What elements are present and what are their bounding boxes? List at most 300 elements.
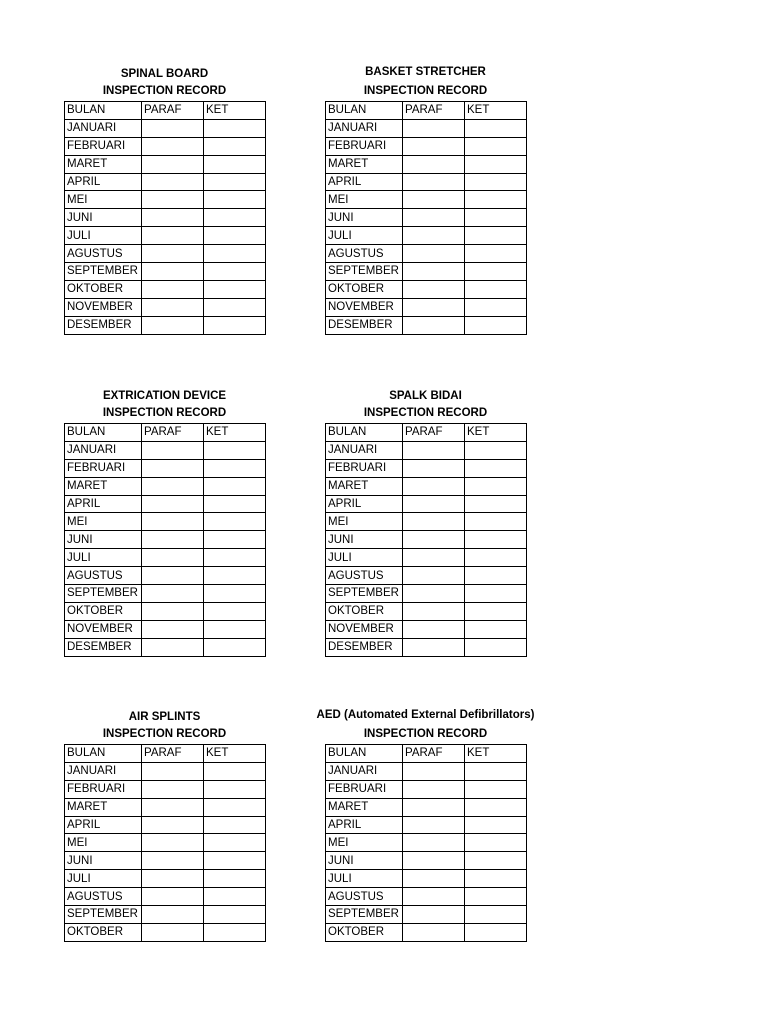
ket-cell [204, 316, 266, 334]
month-cell: NOVEMBER [326, 298, 403, 316]
table-row [326, 906, 527, 924]
table-header-row [65, 424, 266, 442]
month-cell: APRIL [65, 495, 142, 513]
month-cell: SEPTEMBER [326, 263, 403, 281]
paraf-cell [142, 834, 204, 852]
table-row [326, 513, 527, 531]
table-row [326, 495, 527, 513]
ket-cell [465, 155, 527, 173]
table-row [326, 191, 527, 209]
paraf-cell [142, 906, 204, 924]
ket-cell [204, 227, 266, 245]
paraf-cell [142, 298, 204, 316]
ket-cell [204, 602, 266, 620]
paraf-cell [142, 870, 204, 888]
month-cell: MARET [65, 477, 142, 495]
month-cell: APRIL [326, 495, 403, 513]
ket-cell [465, 441, 527, 459]
table-row [326, 798, 527, 816]
paraf-cell [142, 816, 204, 834]
paraf-cell [142, 798, 204, 816]
paraf-cell [142, 459, 204, 477]
paraf-cell [403, 798, 465, 816]
table-row [65, 245, 266, 263]
inspection-record-subtitle: INSPECTION RECORD [102, 728, 227, 740]
column-header-bulan: BULAN [326, 102, 403, 120]
paraf-cell [403, 263, 465, 281]
table-row [326, 316, 527, 334]
month-cell: AGUSTUS [65, 245, 142, 263]
inspection-record-subtitle: INSPECTION RECORD [363, 728, 488, 740]
inspection-table [64, 101, 266, 335]
ket-cell [465, 870, 527, 888]
column-header-bulan: BULAN [65, 745, 142, 763]
column-header-ket: KET [465, 424, 527, 442]
table-row [65, 585, 266, 603]
inspection-record-subtitle: INSPECTION RECORD [363, 85, 488, 97]
month-cell: MEI [326, 834, 403, 852]
ket-cell [465, 620, 527, 638]
table-row [326, 888, 527, 906]
month-cell: MEI [326, 513, 403, 531]
table-row [65, 119, 266, 137]
table-row [65, 513, 266, 531]
ket-cell [465, 227, 527, 245]
table-row [65, 620, 266, 638]
table-header-row [326, 424, 527, 442]
month-cell: JULI [326, 549, 403, 567]
ket-cell [465, 834, 527, 852]
month-cell: JUNI [326, 531, 403, 549]
paraf-cell [142, 316, 204, 334]
column-header-bulan: BULAN [326, 745, 403, 763]
paraf-cell [403, 209, 465, 227]
ket-cell [204, 923, 266, 941]
month-cell: MARET [65, 798, 142, 816]
paraf-cell [142, 602, 204, 620]
table-row [326, 298, 527, 316]
paraf-cell [142, 780, 204, 798]
month-cell: JULI [65, 549, 142, 567]
table-row [326, 263, 527, 281]
table-row [65, 888, 266, 906]
paraf-cell [403, 298, 465, 316]
table-row [326, 602, 527, 620]
column-header-ket: KET [465, 102, 527, 120]
paraf-cell [403, 245, 465, 263]
month-cell: FEBRUARI [65, 780, 142, 798]
ket-cell [465, 798, 527, 816]
paraf-cell [403, 119, 465, 137]
paraf-cell [403, 280, 465, 298]
equipment-title: AED (Automated External Defibrillators) [316, 709, 535, 721]
table-header-row [65, 102, 266, 120]
paraf-cell [403, 762, 465, 780]
table-row [65, 834, 266, 852]
table-header-row [65, 745, 266, 763]
ket-cell [465, 137, 527, 155]
month-cell: OKTOBER [65, 602, 142, 620]
column-header-paraf: PARAF [403, 424, 465, 442]
paraf-cell [142, 923, 204, 941]
table-row [326, 638, 527, 656]
table-row [326, 762, 527, 780]
paraf-cell [403, 852, 465, 870]
table-row [65, 906, 266, 924]
paraf-cell [142, 477, 204, 495]
month-cell: MEI [65, 834, 142, 852]
month-cell: JULI [326, 227, 403, 245]
table-row [65, 298, 266, 316]
month-cell: APRIL [65, 816, 142, 834]
table-row [326, 441, 527, 459]
month-cell: APRIL [326, 816, 403, 834]
column-header-paraf: PARAF [403, 745, 465, 763]
table-header-row [326, 102, 527, 120]
column-header-bulan: BULAN [65, 424, 142, 442]
month-cell: OKTOBER [65, 923, 142, 941]
ket-cell [465, 119, 527, 137]
paraf-cell [142, 227, 204, 245]
column-header-paraf: PARAF [142, 102, 204, 120]
table-row [65, 191, 266, 209]
month-cell: MEI [65, 191, 142, 209]
table-row [326, 137, 527, 155]
month-cell: OKTOBER [65, 280, 142, 298]
table-row [65, 477, 266, 495]
column-header-ket: KET [204, 424, 266, 442]
month-cell: AGUSTUS [326, 567, 403, 585]
month-cell: AGUSTUS [326, 245, 403, 263]
table-row [326, 280, 527, 298]
paraf-cell [403, 155, 465, 173]
column-header-bulan: BULAN [326, 424, 403, 442]
paraf-cell [403, 816, 465, 834]
ket-cell [465, 816, 527, 834]
month-cell: DESEMBER [65, 638, 142, 656]
table-row [326, 227, 527, 245]
table-row [65, 459, 266, 477]
ket-cell [465, 531, 527, 549]
column-header-ket: KET [204, 745, 266, 763]
ket-cell [204, 531, 266, 549]
inspection-table [325, 423, 527, 657]
ket-cell [204, 834, 266, 852]
paraf-cell [142, 245, 204, 263]
table-row [326, 477, 527, 495]
month-cell: NOVEMBER [326, 620, 403, 638]
table-row [65, 531, 266, 549]
month-cell: SEPTEMBER [326, 585, 403, 603]
table-row [65, 227, 266, 245]
ket-cell [465, 762, 527, 780]
paraf-cell [142, 155, 204, 173]
table-row [65, 567, 266, 585]
table-row [326, 834, 527, 852]
month-cell: JANUARI [326, 441, 403, 459]
table-row [65, 209, 266, 227]
month-cell: JUNI [65, 531, 142, 549]
ket-cell [465, 298, 527, 316]
month-cell: JUNI [326, 209, 403, 227]
month-cell: JULI [326, 870, 403, 888]
month-cell: OKTOBER [326, 280, 403, 298]
month-cell: JANUARI [326, 119, 403, 137]
month-cell: JULI [65, 227, 142, 245]
column-header-bulan: BULAN [65, 102, 142, 120]
paraf-cell [403, 923, 465, 941]
table-row [65, 798, 266, 816]
paraf-cell [142, 549, 204, 567]
ket-cell [465, 245, 527, 263]
ket-cell [465, 316, 527, 334]
month-cell: AGUSTUS [65, 888, 142, 906]
equipment-title: EXTRICATION DEVICE [102, 390, 227, 402]
table-row [65, 602, 266, 620]
table-row [326, 852, 527, 870]
ket-cell [465, 602, 527, 620]
paraf-cell [142, 209, 204, 227]
month-cell: JUNI [65, 852, 142, 870]
month-cell: MARET [326, 798, 403, 816]
month-cell: JANUARI [65, 441, 142, 459]
paraf-cell [403, 888, 465, 906]
equipment-title: SPALK BIDAI [389, 390, 462, 402]
ket-cell [204, 888, 266, 906]
ket-cell [465, 263, 527, 281]
ket-cell [204, 477, 266, 495]
paraf-cell [403, 191, 465, 209]
month-cell: OKTOBER [326, 602, 403, 620]
table-header-row [326, 745, 527, 763]
month-cell: SEPTEMBER [65, 585, 142, 603]
table-row [326, 923, 527, 941]
paraf-cell [403, 620, 465, 638]
paraf-cell [142, 585, 204, 603]
month-cell: DESEMBER [65, 316, 142, 334]
paraf-cell [403, 638, 465, 656]
month-cell: MEI [65, 513, 142, 531]
ket-cell [465, 173, 527, 191]
ket-cell [204, 119, 266, 137]
inspection-record-subtitle: INSPECTION RECORD [102, 407, 227, 419]
ket-cell [465, 495, 527, 513]
paraf-cell [403, 137, 465, 155]
month-cell: JANUARI [65, 119, 142, 137]
table-row [65, 923, 266, 941]
ket-cell [465, 549, 527, 567]
table-row [65, 870, 266, 888]
ket-cell [204, 209, 266, 227]
paraf-cell [403, 495, 465, 513]
column-header-paraf: PARAF [142, 745, 204, 763]
ket-cell [465, 513, 527, 531]
table-row [326, 155, 527, 173]
month-cell: DESEMBER [326, 316, 403, 334]
month-cell: FEBRUARI [326, 137, 403, 155]
month-cell: MARET [326, 155, 403, 173]
month-cell: SEPTEMBER [65, 906, 142, 924]
paraf-cell [403, 780, 465, 798]
month-cell: FEBRUARI [326, 459, 403, 477]
month-cell: NOVEMBER [65, 620, 142, 638]
ket-cell [204, 816, 266, 834]
table-row [65, 155, 266, 173]
ket-cell [204, 638, 266, 656]
month-cell: NOVEMBER [65, 298, 142, 316]
paraf-cell [142, 495, 204, 513]
ket-cell [204, 870, 266, 888]
equipment-title: AIR SPLINTS [128, 711, 201, 723]
ket-cell [204, 245, 266, 263]
table-row [65, 852, 266, 870]
ket-cell [204, 567, 266, 585]
table-row [326, 245, 527, 263]
paraf-cell [142, 119, 204, 137]
ket-cell [204, 513, 266, 531]
ket-cell [204, 298, 266, 316]
table-row [65, 137, 266, 155]
paraf-cell [403, 834, 465, 852]
month-cell: MARET [65, 155, 142, 173]
month-cell: MARET [326, 477, 403, 495]
ket-cell [465, 780, 527, 798]
ket-cell [204, 137, 266, 155]
ket-cell [204, 441, 266, 459]
table-row [326, 549, 527, 567]
table-row [65, 263, 266, 281]
ket-cell [465, 459, 527, 477]
table-row [326, 870, 527, 888]
inspection-record-subtitle: INSPECTION RECORD [102, 85, 227, 97]
paraf-cell [403, 441, 465, 459]
table-row [65, 316, 266, 334]
inspection-table [325, 101, 527, 335]
table-row [65, 762, 266, 780]
paraf-cell [403, 602, 465, 620]
ket-cell [465, 906, 527, 924]
month-cell: APRIL [65, 173, 142, 191]
month-cell: JUNI [326, 852, 403, 870]
ket-cell [204, 173, 266, 191]
table-row [65, 280, 266, 298]
month-cell: MEI [326, 191, 403, 209]
ket-cell [465, 191, 527, 209]
paraf-cell [403, 531, 465, 549]
paraf-cell [403, 549, 465, 567]
month-cell: AGUSTUS [326, 888, 403, 906]
column-header-ket: KET [465, 745, 527, 763]
inspection-table [64, 423, 266, 657]
ket-cell [204, 495, 266, 513]
paraf-cell [142, 191, 204, 209]
table-row [326, 780, 527, 798]
ket-cell [204, 263, 266, 281]
ket-cell [204, 549, 266, 567]
column-header-paraf: PARAF [403, 102, 465, 120]
table-row [326, 459, 527, 477]
month-cell: FEBRUARI [65, 459, 142, 477]
ket-cell [465, 280, 527, 298]
table-row [326, 620, 527, 638]
paraf-cell [142, 888, 204, 906]
month-cell: FEBRUARI [65, 137, 142, 155]
ket-cell [204, 906, 266, 924]
ket-cell [204, 852, 266, 870]
paraf-cell [403, 477, 465, 495]
paraf-cell [142, 638, 204, 656]
ket-cell [465, 585, 527, 603]
paraf-cell [403, 227, 465, 245]
ket-cell [204, 798, 266, 816]
paraf-cell [403, 316, 465, 334]
month-cell: FEBRUARI [326, 780, 403, 798]
ket-cell [465, 852, 527, 870]
ket-cell [204, 762, 266, 780]
month-cell: SEPTEMBER [65, 263, 142, 281]
table-row [326, 585, 527, 603]
paraf-cell [403, 459, 465, 477]
paraf-cell [142, 441, 204, 459]
month-cell: DESEMBER [326, 638, 403, 656]
ket-cell [465, 567, 527, 585]
column-header-ket: KET [204, 102, 266, 120]
paraf-cell [142, 263, 204, 281]
paraf-cell [142, 173, 204, 191]
paraf-cell [142, 620, 204, 638]
table-row [326, 531, 527, 549]
month-cell: APRIL [326, 173, 403, 191]
month-cell: JUNI [65, 209, 142, 227]
paraf-cell [403, 906, 465, 924]
ket-cell [204, 620, 266, 638]
inspection-table [64, 744, 266, 942]
ket-cell [465, 209, 527, 227]
table-row [65, 173, 266, 191]
table-row [65, 638, 266, 656]
ket-cell [204, 155, 266, 173]
paraf-cell [403, 585, 465, 603]
month-cell: OKTOBER [326, 923, 403, 941]
paraf-cell [142, 567, 204, 585]
ket-cell [204, 191, 266, 209]
ket-cell [204, 780, 266, 798]
paraf-cell [142, 513, 204, 531]
table-row [65, 780, 266, 798]
table-row [326, 119, 527, 137]
month-cell: AGUSTUS [65, 567, 142, 585]
table-row [65, 495, 266, 513]
table-row [326, 567, 527, 585]
ket-cell [465, 477, 527, 495]
ket-cell [204, 280, 266, 298]
table-row [65, 549, 266, 567]
paraf-cell [142, 531, 204, 549]
paraf-cell [403, 870, 465, 888]
paraf-cell [142, 280, 204, 298]
month-cell: JANUARI [326, 762, 403, 780]
inspection-record-subtitle: INSPECTION RECORD [363, 407, 488, 419]
ket-cell [465, 888, 527, 906]
table-row [326, 816, 527, 834]
inspection-table [325, 744, 527, 942]
paraf-cell [403, 513, 465, 531]
month-cell: SEPTEMBER [326, 906, 403, 924]
paraf-cell [142, 852, 204, 870]
ket-cell [204, 585, 266, 603]
equipment-title: BASKET STRETCHER [365, 66, 486, 78]
table-row [326, 209, 527, 227]
